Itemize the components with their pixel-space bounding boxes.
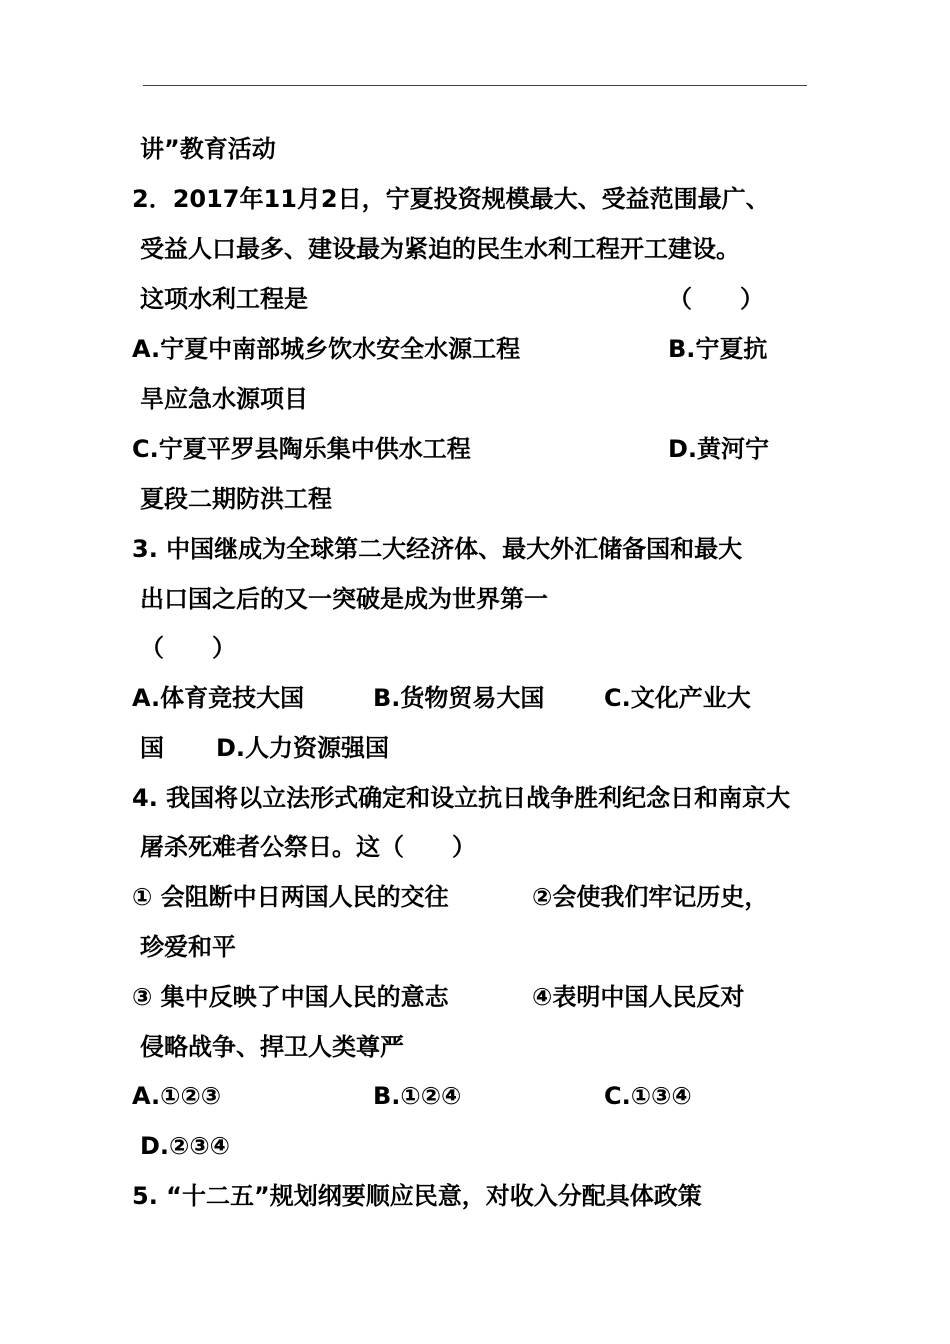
header-rule [143,85,807,86]
option-b: B.①②④ [373,1082,462,1110]
option-c: C.①③④ [604,1082,692,1110]
answer-blank: （ ） [668,285,764,313]
question-4-stem: 4. 我国将以立法形式确定和设立抗日战争胜利纪念日和南京大 [132,784,791,812]
option-d: D.②③④ [140,1132,230,1160]
option-b: B.宁夏抗 [668,335,768,363]
option-c: C.文化产业大 [604,684,751,712]
statement-4: ④表明中国人民反对 [532,983,745,1011]
question-2-stem: 2．2017年11月2日，宁夏投资规模最大、受益范围最广、 [132,185,770,213]
text-line: 侵略战争、捍卫人类尊严 [140,1033,404,1061]
text-line: 讲”教育活动 [140,135,276,163]
question-3-stem: 3. 中国继成为全球第二大经济体、最大外汇储备国和最大 [132,535,743,563]
text-line: 夏段二期防洪工程 [140,485,332,513]
text-line: 旱应急水源项目 [140,385,308,413]
option-a: A.宁夏中南部城乡饮水安全水源工程 [132,335,521,363]
option-a: A.①②③ [132,1082,222,1110]
statement-1: ① 会阻断中日两国人民的交往 [132,883,449,911]
text-line: 珍爱和平 [140,933,236,961]
statement-3: ③ 集中反映了中国人民的意志 [132,983,449,1011]
question-5-stem: 5. “十二五”规划纲要顺应民意，对收入分配具体政策 [132,1182,702,1210]
option-a: A.体育竞技大国 [132,684,305,712]
option-b: B.货物贸易大国 [373,684,545,712]
option-d: D.黄河宁 [668,435,770,463]
text-line: 受益人口最多、建设最为紧迫的民生水利工程开工建设。 [140,235,740,263]
statement-2: ②会使我们牢记历史， [532,883,769,911]
answer-blank: （ ） [140,634,236,662]
text-line: 这项水利工程是 [140,285,308,313]
text-line: 屠杀死难者公祭日。这（ ） [140,833,476,861]
option-c: C.宁夏平罗县陶乐集中供水工程 [132,435,471,463]
option-d: D.人力资源强国 [216,734,390,762]
text-line: 出口国之后的又一突破是成为世界第一 [140,585,548,613]
text-line: 国 [140,734,164,762]
